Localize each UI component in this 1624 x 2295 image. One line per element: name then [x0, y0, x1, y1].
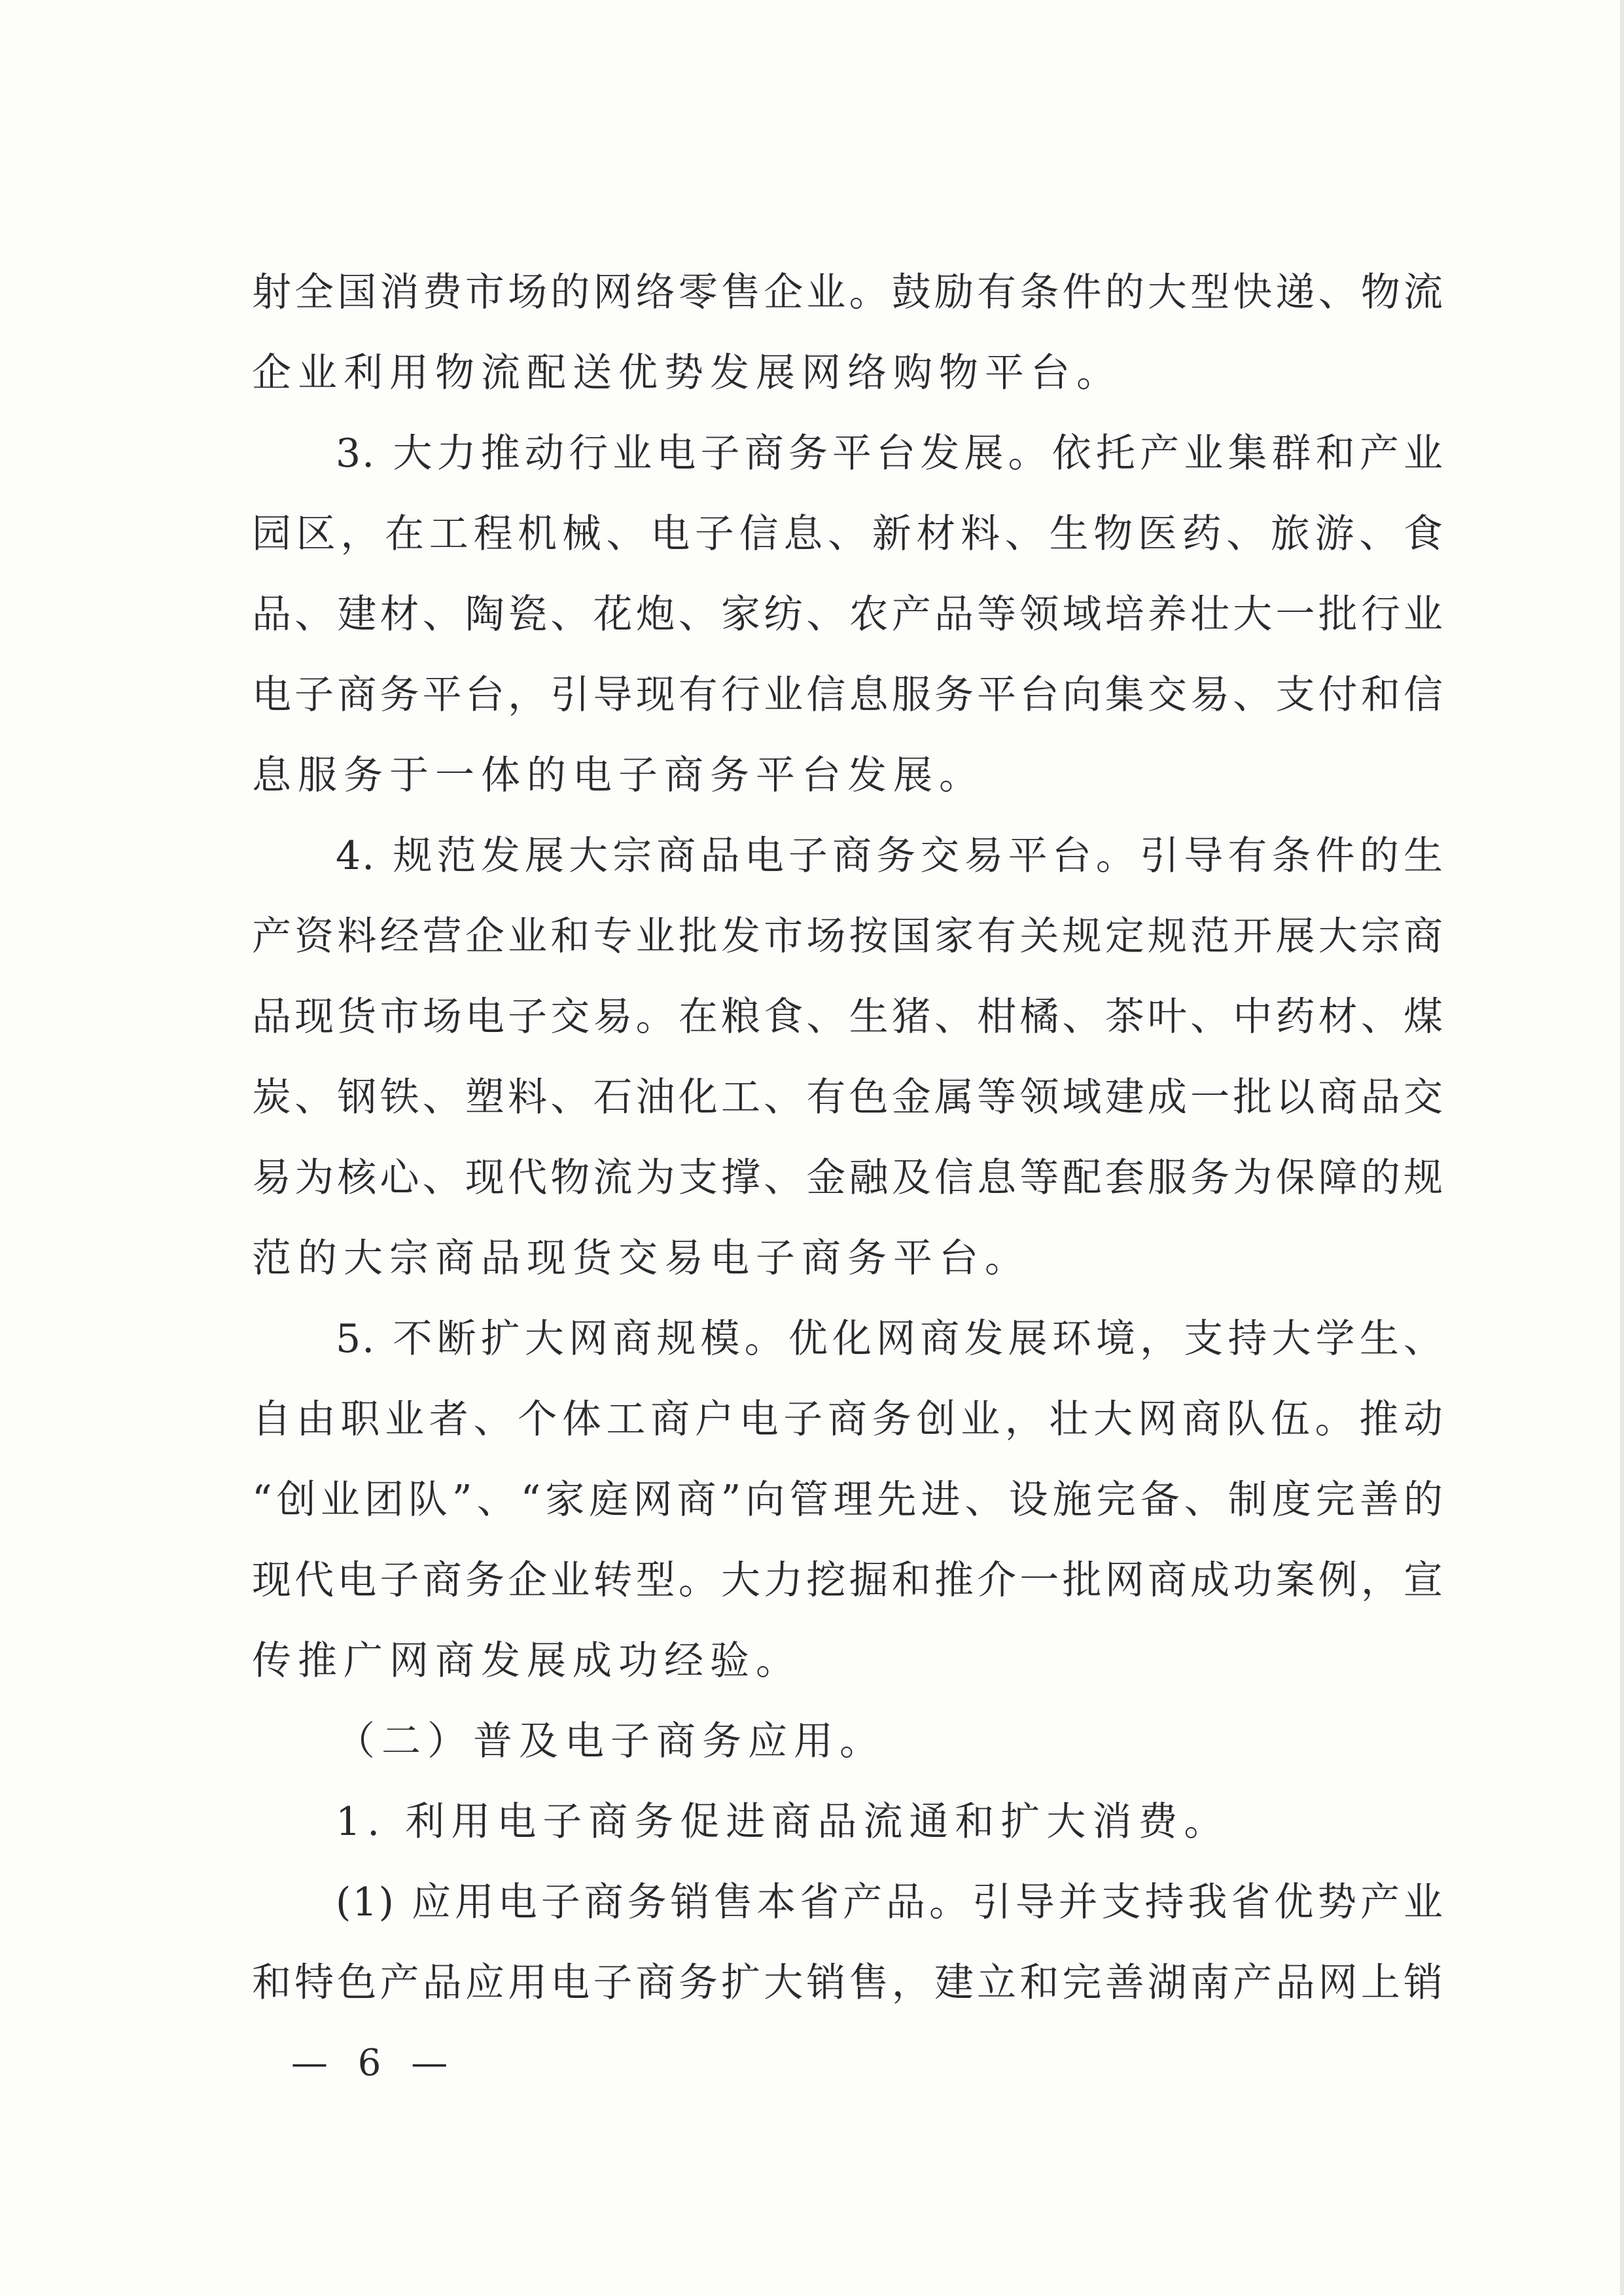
item-heading-5: 5. 不断扩大网商规模。优化网商发展环境，支持大学生、	[336, 1316, 1444, 1362]
text-line: 企业利用物流配送优势发展网络购物平台。	[252, 350, 1122, 396]
text-line: 产资料经营企业和专业批发市场按国家有关规定规范开展大宗商	[252, 914, 1444, 959]
item-heading-3: 3. 大力推动行业电子商务平台发展。依托产业集群和产业	[336, 431, 1444, 476]
text-line: 品、建材、陶瓷、花炮、家纺、农产品等领域培养壮大一批行业	[252, 592, 1444, 637]
document-body	[252, 253, 1444, 2023]
text-line: 和特色产品应用电子商务扩大销售，建立和完善湖南产品网上销	[252, 1960, 1444, 2006]
page-number: — 6 —	[291, 2042, 457, 2084]
text-line: 电子商务平台，引导现有行业信息服务平台向集交易、支付和信	[252, 672, 1444, 718]
text-line: 自由职业者、个体工商户电子商务创业，壮大网商队伍。推动	[252, 1397, 1444, 1442]
text-line: 品现货市场电子交易。在粮食、生猪、柑橘、茶叶、中药材、煤	[252, 994, 1444, 1040]
text-line: 射全国消费市场的网络零售企业。鼓励有条件的大型快递、物流	[252, 270, 1444, 315]
scan-edge	[1620, 0, 1624, 2295]
section-heading: （二）普及电子商务应用。	[336, 1718, 885, 1764]
item-heading-4: 4. 规范发展大宗商品电子商务交易平台。引导有条件的生	[336, 833, 1444, 879]
text-line: 范的大宗商品现货交易电子商务平台。	[252, 1236, 1031, 1281]
text-line: 园区，在工程机械、电子信息、新材料、生物医药、旅游、食	[252, 511, 1444, 557]
subsection-heading: 1. 利用电子商务促进商品流通和扩大消费。	[336, 1799, 1230, 1845]
text-line: 息服务于一体的电子商务平台发展。	[252, 753, 985, 798]
text-line: 现代电子商务企业转型。大力挖掘和推介一批网商成功案例，宣	[252, 1557, 1444, 1603]
text-line: 易为核心、现代物流为支撑、金融及信息等配套服务为保障的规	[252, 1155, 1444, 1201]
text-line: 传推广网商发展成功经验。	[252, 1638, 802, 1684]
text-line: 炭、钢铁、塑料、石油化工、有色金属等领域建成一批以商品交	[252, 1075, 1444, 1120]
text-line: “创业团队”、“家庭网商”向管理先进、设施完备、制度完善的	[252, 1477, 1444, 1523]
item-heading-1: (1) 应用电子商务销售本省产品。引导并支持我省优势产业	[336, 1879, 1444, 1925]
